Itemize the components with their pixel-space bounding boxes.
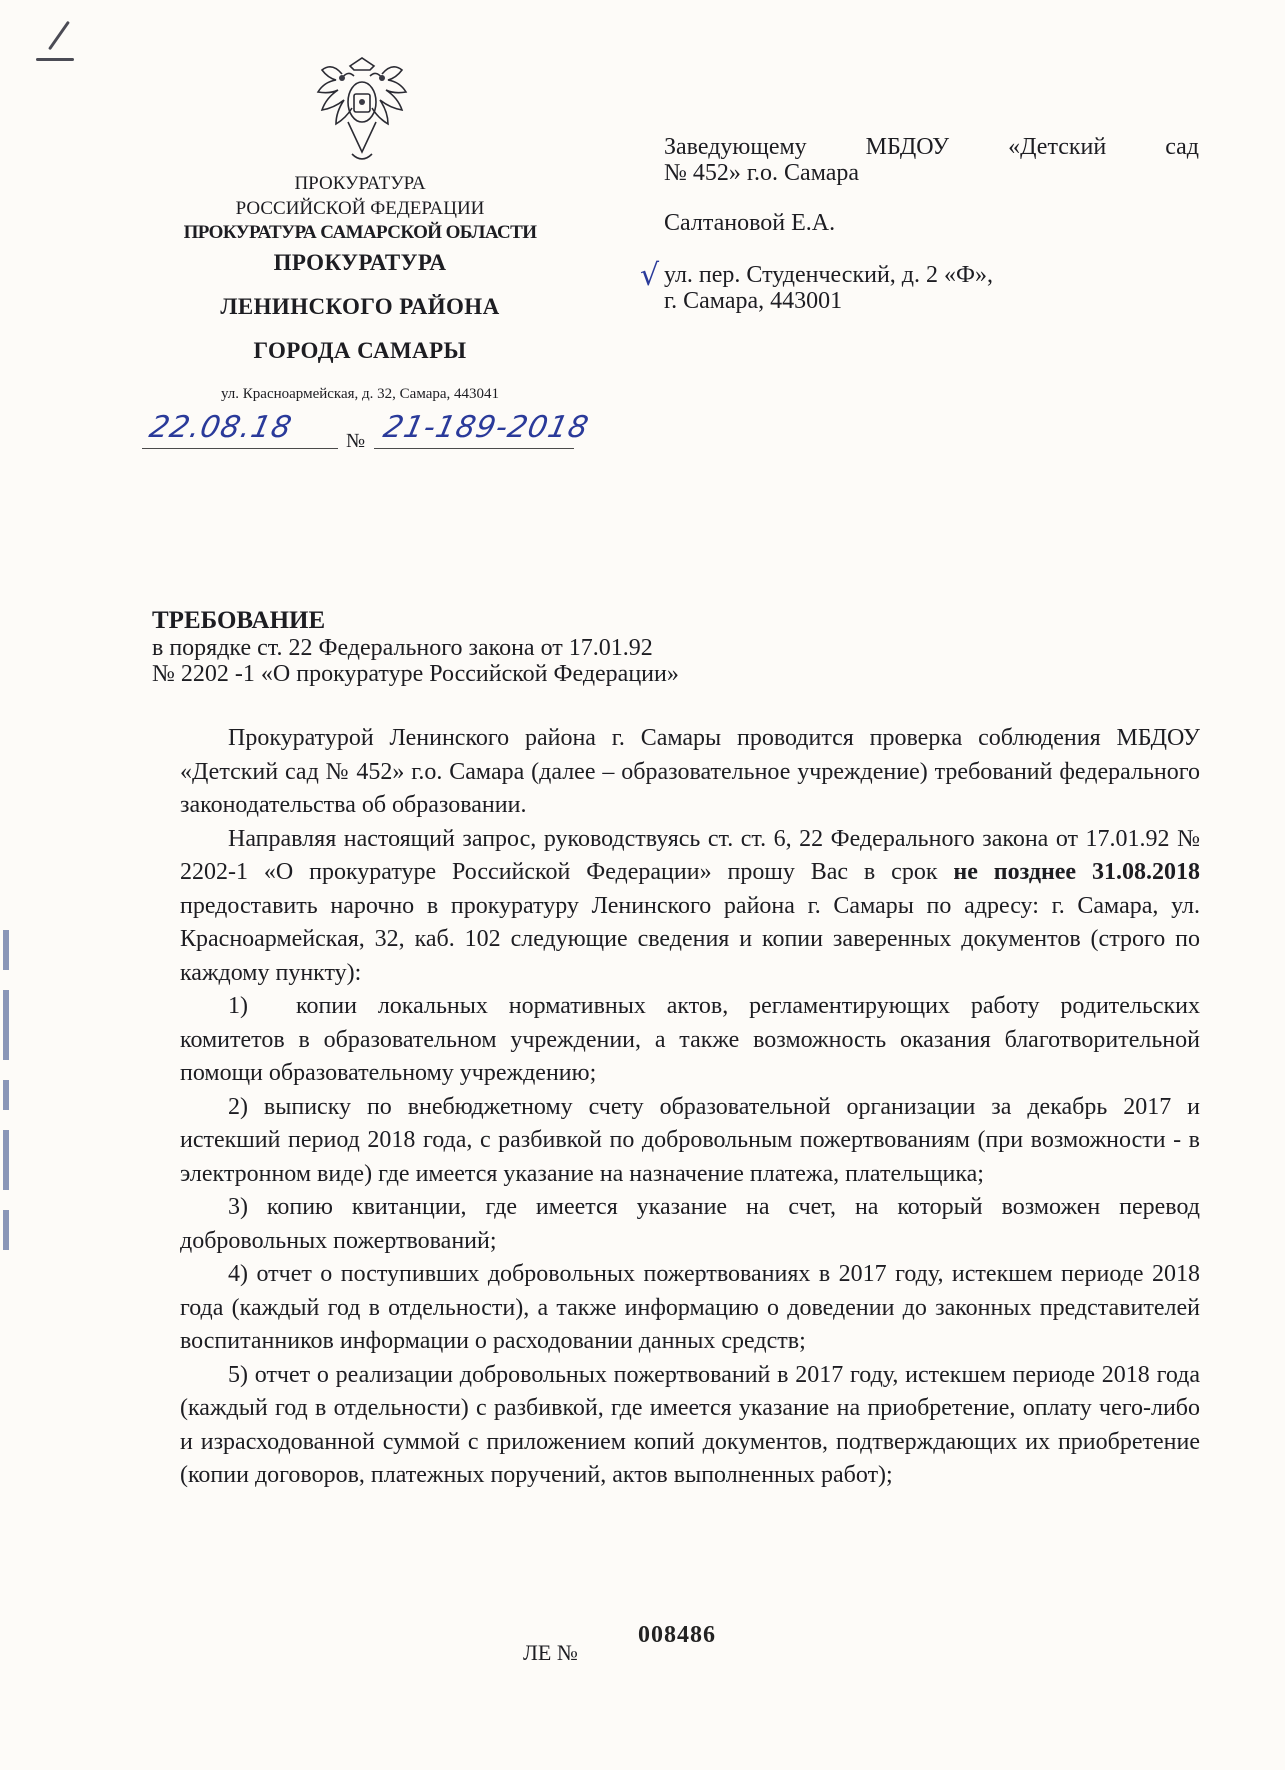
sender-office-title: ЛЕНИНСКОГО РАЙОНА [220, 294, 500, 319]
sender-office-title: ПРОКУРАТУРА [273, 250, 447, 275]
sender-regional-office: ПРОКУРАТУРА САМАРСКОЙ ОБЛАСТИ [183, 222, 537, 243]
registration-date: 22.08.18 [146, 410, 296, 445]
le-label: ЛЕ № [523, 1640, 578, 1665]
sender-org-line: РОССИЙСКОЙ ФЕДЕРАЦИИ [235, 198, 485, 219]
edge-stamp-marks [0, 930, 14, 1260]
corner-mark [36, 58, 74, 61]
addressee-address: ул. пер. Студенческий, д. 2 «Ф», [664, 262, 993, 288]
body-paragraph: Направляя настоящий запрос, руководствуясь ст. ст. 6, 22 Федерального закона от 17.01.92 № 2202-1 «О прокуратуре Российской Федерации» прошу Вас в срок не позднее 31.08.2018 предоставить нарочно в прокуратуру Ленинского района г. Самары по адресу: г. Самара, ул. Красноармейская, 32, каб. 102 следующие сведения и копии заверенных документов (строго по каждому пункту): [180, 825, 1200, 986]
list-item: 4) отчет о поступивших добровольных пожертвованиях в 2017 году, истекшем периоде 2018 года (каждый год в отдельности), а также информацию о доведении до законных представителей воспитанников информации о расходовании данных средств; [180, 1261, 1200, 1354]
document-title: ТРЕБОВАНИЕ [152, 607, 326, 634]
form-number: 008486 [638, 1622, 716, 1648]
addressee-address: г. Самара, 443001 [664, 288, 843, 314]
date-underline [142, 448, 338, 449]
sender-office-title: ГОРОДА САМАРЫ [253, 338, 467, 363]
list-item: 2) выписку по внебюджетному счету образовательной организации за декабрь 2017 и истекший период 2018 года, с разбивкой по добровольным пожертвованиям (при возможности - в электронном виде) где имеется указание на назначение платежа, плательщика; [180, 1093, 1200, 1187]
deadline: не позднее 31.08.2018 [953, 859, 1200, 885]
coat-of-arms-emblem [312, 56, 412, 168]
addressee-position: № 452» г.о. Самара [664, 160, 860, 186]
sender-org-line: ПРОКУРАТУРА [294, 173, 426, 194]
document-body [180, 722, 1200, 1493]
sender-address: ул. Красноармейская, д. 32, Самара, 443041 [220, 386, 500, 402]
number-sign: № [346, 430, 366, 452]
list-item: 3) копию квитанции, где имеется указание на счет, на который возможен перевод добровольных пожертвований; [180, 1194, 1200, 1254]
document-subtitle: № 2202 -1 «О прокуратуре Российской Федерации» [152, 661, 679, 687]
check-mark: √ [640, 258, 660, 293]
addressee-name: Салтановой Е.А. [664, 210, 836, 236]
body-paragraph: Прокуратурой Ленинского района г. Самары проводится проверка соблюдения МБДОУ «Детский сад № 452» г.о. Самара (далее – образовательное учреждение) требований федерального законодательства об образовании. [180, 725, 1200, 818]
list-item: 5) отчет о реализации добровольных пожертвований в 2017 году, истекшем периоде 2018 года (каждый год в отдельности) с разбивкой, где имеется указание на приобретение, оплату чего-либо и израсходованной суммой с приложением копий документов, подтверждающих их приобретение (копии договоров, платежных поручений, актов выполненных работ); [180, 1361, 1200, 1488]
registration-number: 21-189-2018 [380, 410, 593, 445]
number-underline [374, 448, 574, 449]
list-item: 1) копии локальных нормативных актов, регламентирующих работу родительских комитетов в образовательном учреждении, а также возможность оказания благотворительной помощи образовательному учреждению; [180, 993, 1200, 1086]
document-subtitle: в порядке ст. 22 Федерального закона от 17.01.92 [152, 635, 653, 661]
addressee-position: Заведующему МБДОУ «Детский сад [664, 134, 1199, 160]
corner-mark [48, 21, 70, 51]
